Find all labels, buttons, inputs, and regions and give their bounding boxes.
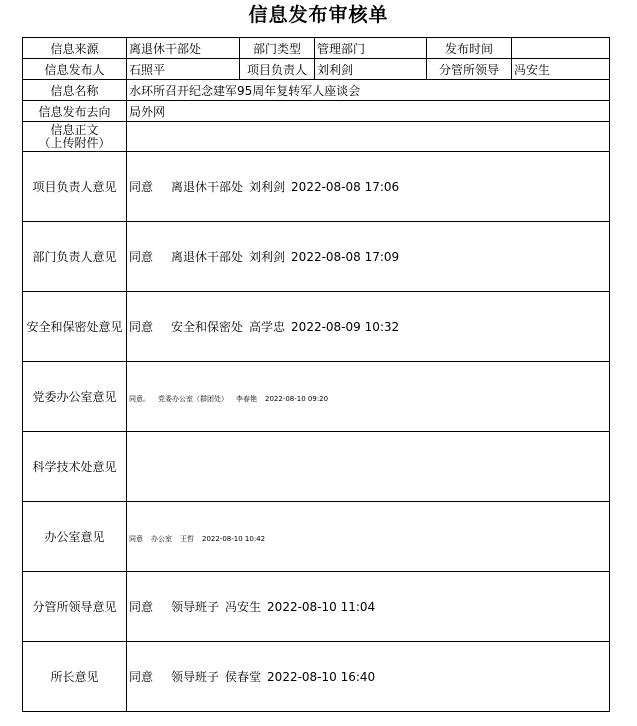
opinion-time: 2022-08-10 16:40 xyxy=(267,670,376,684)
opinion-time: 2022-08-10 11:04 xyxy=(267,600,376,614)
name-label: 信息名称 xyxy=(23,80,127,101)
body-label-line2: （上传附件） xyxy=(38,135,111,150)
opinion-content[interactable] xyxy=(127,432,610,502)
row-destination xyxy=(23,101,610,122)
opinion-signature xyxy=(129,318,405,335)
destination-value[interactable]: 局外网 xyxy=(127,101,610,122)
review-form-table xyxy=(22,37,610,712)
opinion-unit: 安全和保密处 xyxy=(171,320,244,334)
publisher-label: 信息发布人 xyxy=(23,59,127,80)
opinion-label: 科学技术处意见 xyxy=(23,432,127,502)
opinion-status: 同意 xyxy=(129,600,154,614)
opinion-status: 同意 xyxy=(129,320,154,334)
publisher-value[interactable]: 石照平 xyxy=(127,59,240,80)
publish-time-value[interactable] xyxy=(512,38,610,59)
opinion-content[interactable] xyxy=(127,572,610,642)
opinion-content[interactable] xyxy=(127,642,610,712)
body-label-line1: 信息正文 xyxy=(50,122,99,137)
opinion-label: 办公室意见 xyxy=(23,502,127,572)
form-title: 信息发布审核单 xyxy=(248,4,389,26)
opinion-label: 党委办公室意见 xyxy=(23,362,127,432)
opinion-row xyxy=(23,152,610,222)
opinion-content[interactable] xyxy=(127,152,610,222)
source-label: 信息来源 xyxy=(23,38,127,59)
opinion-unit: 离退休干部处 xyxy=(171,180,244,194)
source-value[interactable]: 离退休干部处 xyxy=(127,38,240,59)
dept-type-label: 部门类型 xyxy=(240,38,315,59)
opinion-signature xyxy=(129,248,405,265)
opinion-signature xyxy=(129,598,381,615)
row-body xyxy=(23,122,610,152)
opinion-label: 分管所领导意见 xyxy=(23,572,127,642)
opinion-unit: 办公室 xyxy=(151,534,172,543)
opinion-unit: 领导班子 xyxy=(171,670,220,684)
opinion-row xyxy=(23,362,610,432)
opinion-signature xyxy=(129,668,381,685)
opinion-status: 同意 xyxy=(129,250,154,264)
opinion-row xyxy=(23,432,610,502)
project-lead-value[interactable]: 刘利剑 xyxy=(315,59,427,80)
opinion-label: 部门负责人意见 xyxy=(23,222,127,292)
opinion-signature xyxy=(129,394,336,404)
project-lead-label: 项目负责人 xyxy=(240,59,315,80)
opinion-status: 同意。 xyxy=(129,394,150,403)
destination-label: 信息发布去向 xyxy=(23,101,127,122)
opinion-unit: 党委办公室（群团处） xyxy=(158,394,228,403)
row-source xyxy=(23,38,610,59)
leader-value[interactable]: 冯安生 xyxy=(512,59,610,80)
opinion-label: 所长意见 xyxy=(23,642,127,712)
opinion-row xyxy=(23,642,610,712)
opinion-label: 安全和保密处意见 xyxy=(23,292,127,362)
opinion-signer: 王哲 xyxy=(180,534,194,543)
opinion-signature xyxy=(129,534,273,544)
opinion-content[interactable] xyxy=(127,362,610,432)
dept-type-value[interactable]: 管理部门 xyxy=(315,38,427,59)
opinion-time: 2022-08-10 09:20 xyxy=(265,394,329,403)
opinion-status: 同意 xyxy=(129,670,154,684)
opinion-row xyxy=(23,572,610,642)
opinion-time: 2022-08-10 10:42 xyxy=(202,534,266,543)
opinion-status: 同意 xyxy=(129,180,154,194)
opinion-time: 2022-08-09 10:32 xyxy=(291,320,400,334)
opinion-unit: 离退休干部处 xyxy=(171,250,244,264)
opinion-signer: 高学忠 xyxy=(249,320,286,334)
body-label xyxy=(23,122,127,152)
opinion-unit: 领导班子 xyxy=(171,600,220,614)
opinion-signer: 刘利剑 xyxy=(249,250,286,264)
body-attachment[interactable] xyxy=(127,122,610,152)
opinion-row xyxy=(23,292,610,362)
opinion-content[interactable] xyxy=(127,502,610,572)
opinion-signer: 侯春堂 xyxy=(225,670,262,684)
opinion-signature xyxy=(129,178,405,195)
row-publisher xyxy=(23,59,610,80)
opinion-row xyxy=(23,222,610,292)
opinion-row xyxy=(23,502,610,572)
publish-time-label: 发布时间 xyxy=(427,38,512,59)
opinion-time: 2022-08-08 17:06 xyxy=(291,180,400,194)
opinion-signer: 冯安生 xyxy=(225,600,262,614)
opinion-content[interactable] xyxy=(127,292,610,362)
opinion-signer: 刘利剑 xyxy=(249,180,286,194)
opinion-status: 同意 xyxy=(129,534,143,543)
opinion-signer: 李春艳 xyxy=(236,394,257,403)
row-name xyxy=(23,80,610,101)
leader-label: 分管所领导 xyxy=(427,59,512,80)
opinion-time: 2022-08-08 17:09 xyxy=(291,250,400,264)
opinion-signature xyxy=(129,460,165,474)
opinion-content[interactable] xyxy=(127,222,610,292)
name-value[interactable]: 水环所召开纪念建军95周年复转军人座谈会 xyxy=(127,80,610,101)
opinion-label: 项目负责人意见 xyxy=(23,152,127,222)
